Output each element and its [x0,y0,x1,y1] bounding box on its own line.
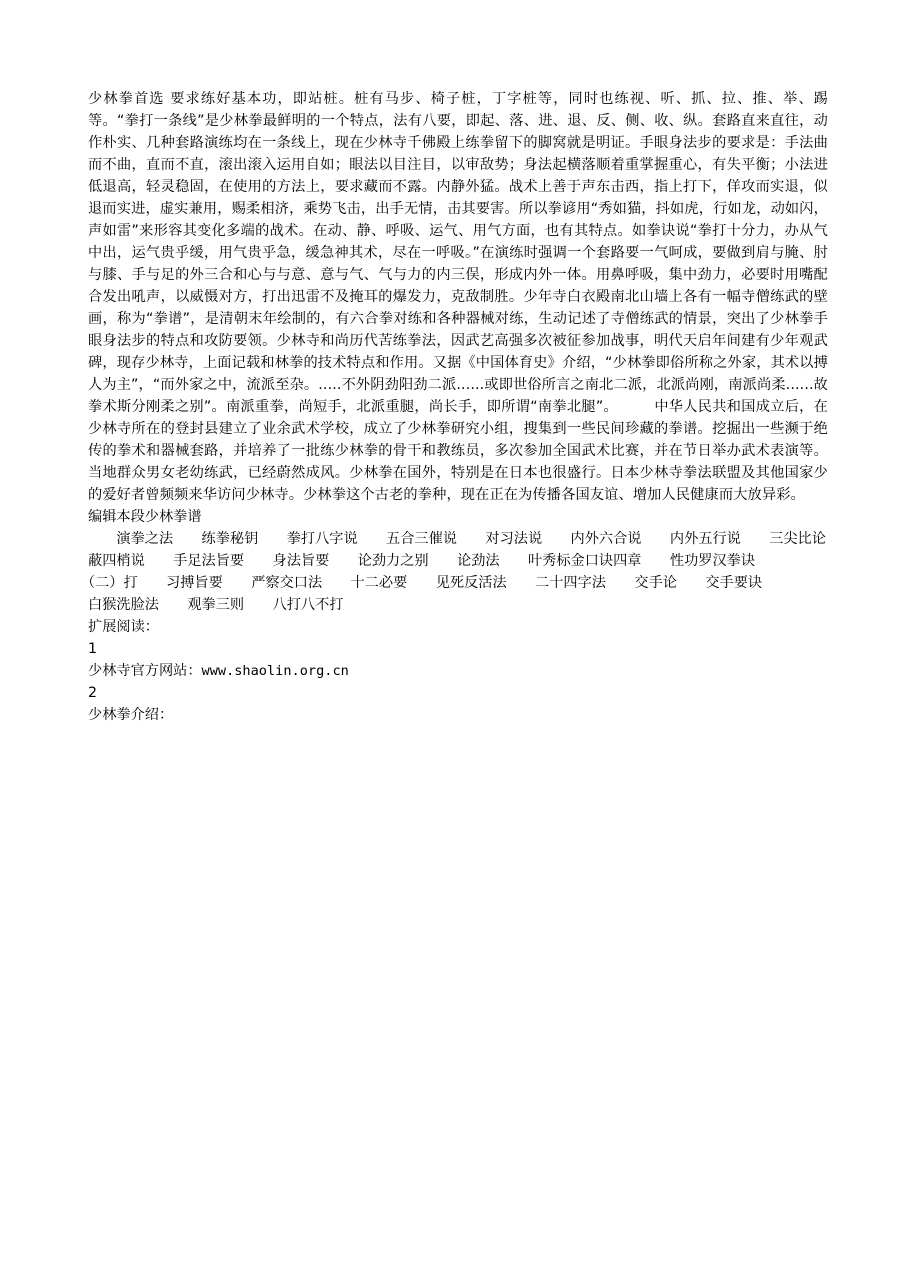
toc-item[interactable]: 论劲法 [457,553,500,569]
toc-item[interactable]: 内外五行说 [669,531,741,547]
toc-item[interactable]: 对习法说 [485,531,543,547]
reference-1 [88,660,828,682]
toc-item[interactable]: 身法旨要 [272,553,330,569]
toc-item[interactable]: 论劲力之别 [357,553,429,569]
toc-item[interactable]: 白猴洗脸法 [88,597,159,613]
toc-item[interactable]: 十二必要 [350,575,408,591]
toc-item[interactable]: 三尖比论 [769,531,826,547]
shaolin-website-link[interactable]: www.shaolin.org.cn [201,663,349,679]
toc-item[interactable]: 交手论 [634,575,677,591]
toc-item[interactable]: 严察交口法 [251,575,323,591]
reference-number-1: 1 [88,641,98,657]
toc-item[interactable]: 五合三催说 [386,531,457,547]
toc-item[interactable]: 交手要诀 [705,575,763,591]
toc-item[interactable]: 二十四字法 [535,575,606,591]
toc-item[interactable]: 叶秀标金口诀四章 [527,553,642,569]
toc-item[interactable]: 见死反活法 [435,575,507,591]
toc-item[interactable]: （二）打 [88,575,138,591]
article-paragraph: 少林拳首选 要求练好基本功，即站桩。桩有马步、椅子桩，丁字桩等，同时也练视、听、抓、拉、推、举、踢等。“拳打一条线”是少林拳最鲜明的一个特点，法有八要，即起、落、进、退、反、侧、收、纵。套路直来直往，动作朴实、几种套路演练均在一条线上，现在少林寺千佛殿上练拳留下的脚窝就是明证。手眼身法步的要求是：手法曲而不曲，直而不直，滚出滚入运用自如；眼法以目注目，以审敌势；身法起横落顺着重掌握重心，有失平衡；小法进低退高，轻灵稳固，在使用的方法上，要求藏而不露。内静外猛。战术上善于声东击西，指上打下，佯攻而实退，似退而实进，虚实兼用，赐柔相济，乘势飞击，出手无情，击其要害。所以拳谚用“秀如猫，抖如虎，行如龙，动如闪，声如雷”来形容其变化多端的战术。在动、静、呼吸、运气、用气方面，也有其特点。如拳诀说“拳打十分力，办从气中出，运气贵乎缓，用气贵乎急，缓急神其术，尽在一呼吸。”在演练时强调一个套路要一气呵成，要做到肩与腌、肘与膝、手与足的外三合和心与与意、意与气、气与力的内三俣，形成内外一体。用鼻呼吸，集中劲力，必要时用嘴配合发出吼声，以威慑对方，打出迅雷不及掩耳的爆发力，克敌制胜。少年寺白衣殿南北山墙上各有一幅寺僧练武的壁画，称为“拳谱”，是清朝末年绘制的，有六合拳对练和各种器械对练，生动记述了寺僧练武的情景，突出了少林拳手眼身法步的特点和攻防要领。少林寺和尚历代苦练拳法，因武艺高强多次被征参加战事，明代天启年间建有少年观武碑，现存少林寺，上面记载和林拳的技术特点和作用。又据《中国体育史》介绍，“少林拳即俗所称之外家，其术以搏人为主”，“而外家之中，流派至杂。.....不外阴劲阳劲二派......或即世俗所言之南北二派，北派尚刚，南派尚柔......故拳术斯分刚柔之别”。南派重拳，尚短手，北派重腿，尚长手，即所谓“南拳北腿”。 中华人民共和国成立后，在少林寺所在的登封县建立了业余武术学校，成立了少林拳研究小组，搜集到一些民间珍藏的拳谱。挖掘出一些濒于绝传的拳术和器械套路，并培养了一批练少林拳的骨干和教练员，多次参加全国武术比赛，并在节日举办武术表演等。当地群众男女老幼练武，已经蔚然成风。少林拳在国外，特别是在日本也很盛行。日本少林寺拳法联盟及其他国家少的爱好者曾频频来华访问少林寺。少林拳这个古老的拳种，现在正在为传播各国友谊、增加人民健康而大放异彩。 [88,91,828,503]
toc-item[interactable]: 练拳秘钥 [201,531,259,547]
section-heading: 编辑本段少林拳谱 [88,509,202,525]
reference-number-2: 2 [88,685,98,701]
toc-item[interactable]: 蔽四梢说 [88,553,145,569]
toc-item[interactable]: 观拳三则 [187,597,245,613]
reference-2-label: 少林拳介绍： [88,707,174,723]
toc-item[interactable]: 手足法旨要 [173,553,245,569]
quanpu-table-of-contents [88,528,828,616]
toc-item[interactable]: 习搏旨要 [166,575,223,591]
toc-item[interactable]: 拳打八字说 [286,531,358,547]
toc-item[interactable]: 八打八不打 [272,597,344,613]
extended-reading-label: 扩展阅读： [88,619,159,635]
toc-item[interactable]: 内外六合说 [570,531,642,547]
document-page [88,88,828,726]
toc-item[interactable]: 性功罗汉拳诀 [669,553,756,569]
reference-1-label: 少林寺官方网站： [88,663,202,679]
toc-item[interactable]: 演拳之法 [116,531,174,547]
